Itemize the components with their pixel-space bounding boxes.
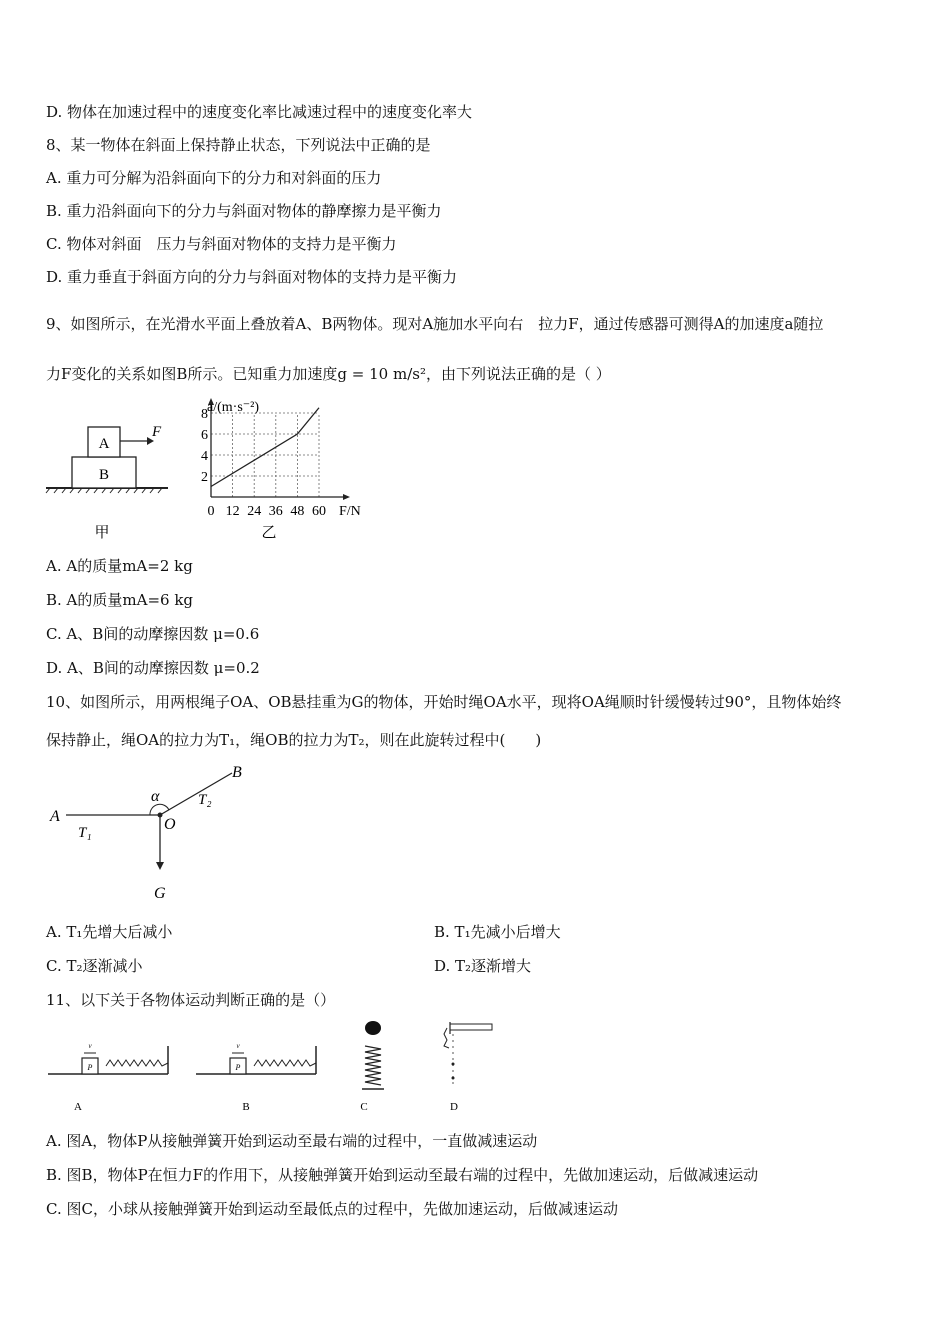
chart-x-label: F/N (339, 504, 361, 519)
chart-x-tick-label: 60 (312, 504, 326, 519)
block-a-label: A (98, 436, 110, 452)
figure-yi-caption: 乙 (261, 525, 277, 541)
q9-figure-jia (44, 415, 174, 545)
q11-option-b: B. 图B，物体P在恒力F的作用下，从接触弹簧开始到运动至最右端的过程中，先做加速运动，后做减速运动 (46, 1166, 759, 1184)
figure-d-label: D (450, 1101, 458, 1113)
label-a: A (50, 808, 60, 825)
velocity-label: v (88, 1042, 92, 1050)
q9-option-a: A. A的质量mA=2 kg (46, 557, 193, 575)
q8-stem: 8、某一物体在斜面上保持静止状态，下列说法中正确的是 (46, 136, 431, 154)
label-g: G (154, 885, 166, 902)
label-t2: T₂ (198, 792, 212, 808)
chart-x-tick-label: 12 (225, 504, 240, 519)
chart-x-tick-label: 36 (268, 504, 283, 519)
chart-origin-label: 0 (207, 504, 215, 519)
q7-option-d: D. 物体在加速过程中的速度变化率比减速过程中的速度变化率大 (46, 103, 473, 121)
chart-grid (211, 413, 319, 497)
spring-icon (254, 1060, 316, 1066)
q10-option-b: B. T₁先减小后增大 (434, 923, 561, 941)
q10-option-c: C. T₂逐渐减小 (46, 957, 143, 975)
chart-series-line (211, 408, 319, 487)
chart-y-label: a/(m·s⁻²) (207, 400, 260, 415)
q11-option-c: C. 图C，小球从接触弹簧开始到运动至最低点的过程中，先做加速运动，后做减速运动 (46, 1200, 618, 1218)
chart-x-tick-label: 48 (290, 504, 305, 519)
q10-stem-line2: 保持静止，绳OA的拉力为T₁，绳OB的拉力为T₂，则在此旋转过程中( ) (46, 731, 542, 749)
q9-option-c: C. A、B间的动摩擦因数 μ=0.6 (46, 625, 260, 643)
q10-figure (44, 758, 264, 908)
figure-a-label: A (74, 1101, 82, 1113)
block-p-label: P (235, 1063, 241, 1072)
gravity-arrowhead (156, 862, 164, 870)
q11-figure-b (196, 1042, 316, 1113)
chart-x-tick-label: 24 (247, 504, 262, 519)
force-label: F (152, 424, 162, 440)
q9-stem-line2: 力F变化的关系如图B所示。已知重力加速度g = 10 m/s²，由下列说法正确的是（ ） (46, 365, 611, 383)
chart-y-tick-label: 6 (201, 428, 208, 443)
q8-option-a: A. 重力可分解为沿斜面向下的分力和对斜面的压力 (46, 169, 382, 187)
q10-stem-line1: 10、如图所示，用两根绳子OA、OB悬挂重为G的物体，开始时绳OA水平，现将OA绳顺时针缓慢转过90°，且物体始终 (46, 693, 842, 711)
q11-figure-c (360, 1021, 384, 1113)
q11-figure-d (444, 1022, 492, 1113)
point-o (158, 813, 163, 818)
q9-option-b: B. A的质量mA=6 kg (46, 591, 194, 609)
vertical-spring-icon (365, 1046, 381, 1085)
figure-b-label: B (242, 1101, 250, 1113)
chart-x-arrowhead (343, 494, 350, 500)
q10-option-a: A. T₁先增大后减小 (46, 923, 173, 941)
block-p-label: P (87, 1063, 93, 1072)
chart-y-tick-label: 8 (201, 407, 208, 422)
q9-option-d: D. A、B间的动摩擦因数 μ=0.2 (46, 659, 260, 677)
q11-figures (44, 1018, 504, 1118)
label-b: B (232, 764, 242, 781)
q8-option-b: B. 重力沿斜面向下的分力与斜面对物体的静摩擦力是平衡力 (46, 202, 442, 220)
label-t1: T₁ (78, 825, 92, 841)
chart-y-tick-label: 2 (201, 470, 208, 485)
q11-stem: 11、以下关于各物体运动判断正确的是（） (46, 991, 336, 1009)
hanging-figure-icon (444, 1028, 449, 1048)
figure-jia-caption: 甲 (94, 525, 110, 541)
rope-ob (160, 773, 232, 815)
q8-option-c: C. 物体对斜面 压力与斜面对物体的支持力是平衡力 (46, 235, 397, 253)
q11-option-a: A. 图A，物体P从接触弹簧开始到运动至最右端的过程中，一直做减速运动 (46, 1132, 538, 1150)
velocity-label: v (236, 1042, 240, 1050)
q9-stem-line1: 9、如图所示，在光滑水平面上叠放着A、B两物体。现对A施加水平向右 拉力F，通过传感器可测得A的加速度a随拉 (46, 315, 824, 333)
label-o: O (164, 816, 176, 833)
q10-option-d: D. T₂逐渐增大 (434, 957, 532, 975)
figure-c-label: C (360, 1101, 368, 1113)
label-alpha: α (151, 788, 160, 805)
spring-icon (106, 1060, 168, 1066)
q9-chart (195, 397, 365, 542)
ball-icon (365, 1021, 381, 1035)
block-b-label: B (98, 467, 110, 483)
chart-y-tick-label: 4 (201, 449, 208, 464)
q11-figure-a (48, 1042, 168, 1113)
q8-option-d: D. 重力垂直于斜面方向的分力与斜面对物体的支持力是平衡力 (46, 268, 458, 286)
